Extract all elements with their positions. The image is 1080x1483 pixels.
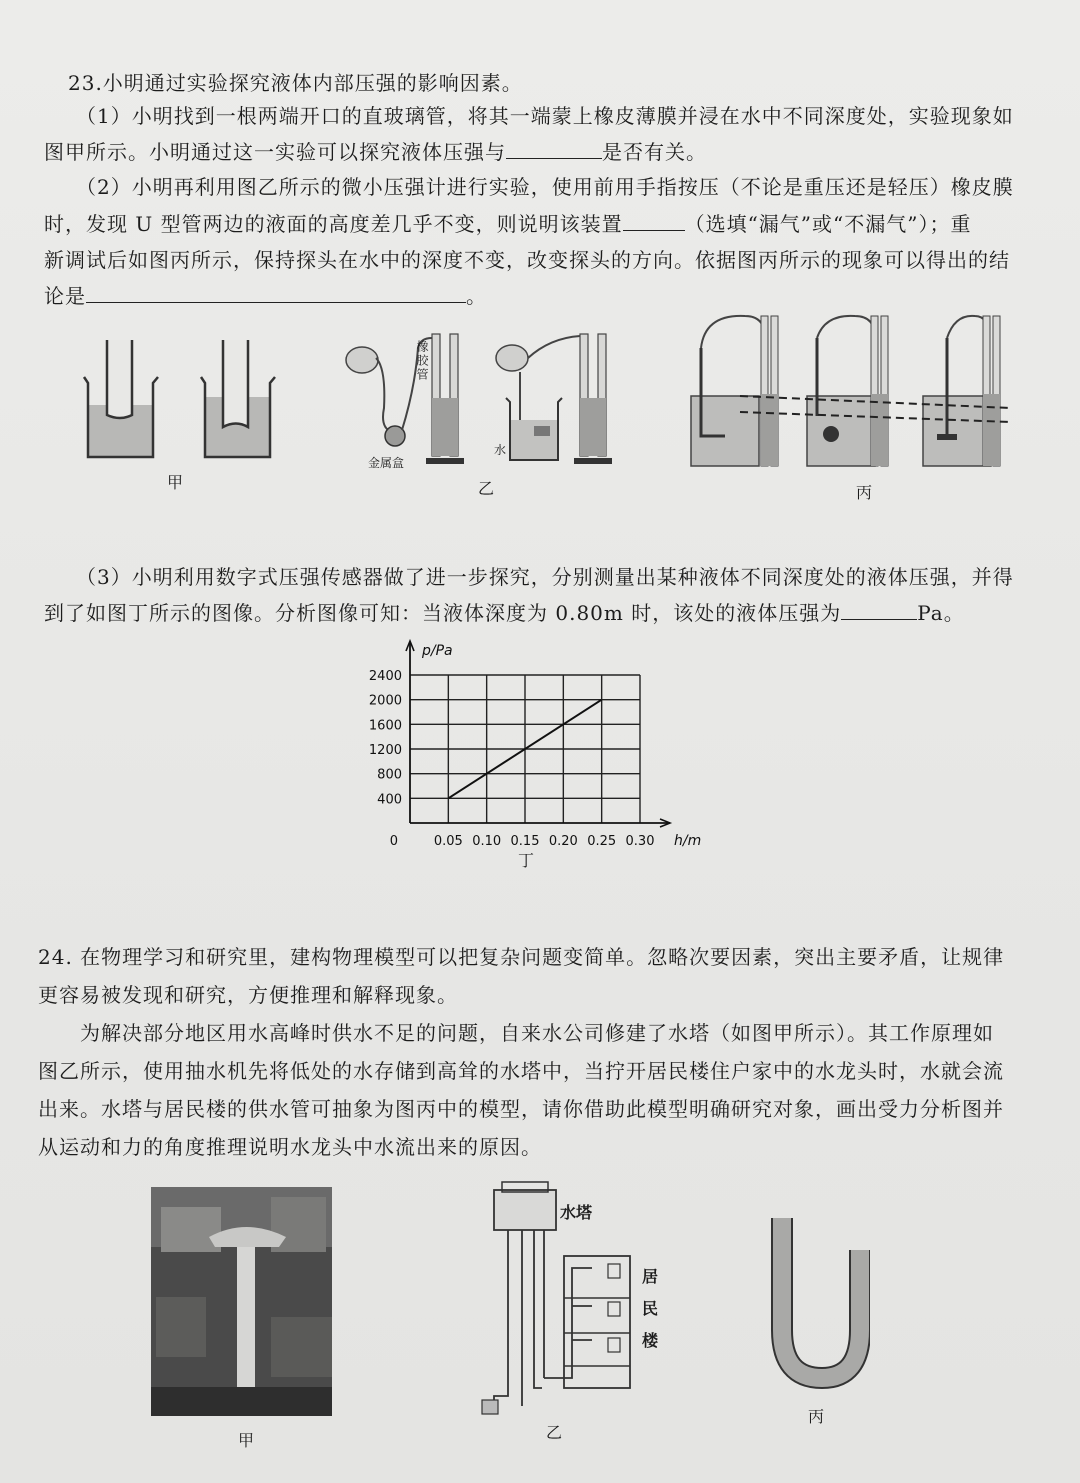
gauge-3-liquid xyxy=(983,394,1000,466)
q23-part2-line2 xyxy=(44,209,971,239)
tower-column xyxy=(237,1247,255,1397)
q23-part1-text: 图甲所示。小明通过这一实验可以探究液体压强与 xyxy=(44,140,506,164)
x-tick-label-5: 0.25 xyxy=(587,834,617,849)
y-tick-label-6: 2400 xyxy=(368,669,402,684)
glass-tube-left xyxy=(107,340,132,418)
tube-left xyxy=(376,358,392,432)
q24-body-line4: 从运动和力的角度推理说明水龙头中水流出来的原因。 xyxy=(38,1135,542,1159)
q23-part3-line2 xyxy=(44,598,965,628)
schematic-supply-pipe-left xyxy=(494,1230,522,1408)
q23-conclusion-end: 。 xyxy=(466,284,487,308)
schematic-pump xyxy=(482,1400,498,1414)
y-tick-label-1: 400 xyxy=(377,792,402,808)
hand-right xyxy=(496,345,528,371)
answer-blank-2[interactable] xyxy=(623,212,685,231)
figure-jia-beakers xyxy=(80,335,285,465)
photo-ground xyxy=(151,1387,332,1416)
figure24-jia-caption: 甲 xyxy=(238,1431,255,1450)
x-tick-label-4: 0.20 xyxy=(548,834,578,849)
chart-ticks xyxy=(369,643,701,849)
x-tick-label-3: 0.15 xyxy=(510,834,540,849)
figure-u-tube-model xyxy=(770,1210,870,1390)
figure-water-tower-photo xyxy=(151,1187,332,1416)
figure-ding-pressure-chart xyxy=(360,635,710,850)
label-water-tower: 水塔 xyxy=(560,1203,593,1222)
water-tower-photo-drawing xyxy=(151,1187,332,1416)
figure-bing-probes xyxy=(685,308,1015,478)
figure24-yi-caption: 乙 xyxy=(546,1423,563,1442)
q24-title-line2: 更容易被发现和研究，方便推理和解释现象。 xyxy=(38,983,458,1007)
schematic-supply-pipe-right xyxy=(534,1230,544,1388)
building-front-right xyxy=(271,1317,332,1377)
chart-axes xyxy=(406,641,670,827)
gauge-2-liquid xyxy=(871,394,888,466)
figure-ding-caption: 丁 xyxy=(518,851,535,870)
probe-head-3 xyxy=(937,434,957,440)
y-tick-label-2: 800 xyxy=(377,767,402,783)
stand-base-right xyxy=(574,458,612,464)
glass-tube-right xyxy=(223,340,248,427)
figure-bing-caption: 丙 xyxy=(856,483,873,502)
answer-blank-3[interactable] xyxy=(86,284,466,303)
y-tick-label-4: 1600 xyxy=(368,718,402,734)
answer-blank-4[interactable] xyxy=(841,601,917,620)
bing-setup-1 xyxy=(691,316,778,466)
q24-body-line3: 出来。水塔与居民楼的供水管可抽象为图丙中的模型，请你借助此模型明确研究对象，画出受力分析图并 xyxy=(38,1097,1004,1121)
q23-part2-line4 xyxy=(44,281,487,311)
q23-part1-tail: 是否有关。 xyxy=(602,140,707,164)
x-tick-label-1: 0.05 xyxy=(433,834,463,849)
q23-part1-line1: （1）小明找到一根两端开口的直玻璃管，将其一端蒙上橡皮薄膜并浸在水中不同深度处，实验现象如 xyxy=(76,104,1014,128)
hand-left xyxy=(346,347,378,373)
answer-blank-1[interactable] xyxy=(506,140,602,159)
stand-base-left xyxy=(426,458,464,464)
x-tick-label-6: 0.30 xyxy=(625,834,655,849)
y-axis-label: p/Pa xyxy=(422,643,453,659)
probe xyxy=(534,426,550,436)
rubber-tube-2 xyxy=(817,316,875,338)
q23-part2-text: 时，发现 U 型管两边的液面的高度差几乎不变，则说明该装置 xyxy=(44,212,623,236)
bing-setup-3 xyxy=(923,316,1000,466)
label-metal-box: 金属盒 xyxy=(368,456,405,470)
q23-part3-line1: （3）小明利用数字式压强传感器做了进一步探究，分别测量出某种液体不同深度处的液体压强，并得 xyxy=(76,565,1014,589)
q23-conclusion-label: 论是 xyxy=(44,284,86,308)
probe-head-2 xyxy=(823,426,839,442)
q24-body-line2: 图乙所示，使用抽水机先将低处的水存储到高耸的水塔中，当拧开居民楼住户家中的水龙头时，水就会流 xyxy=(38,1059,1004,1083)
y-tick-label-5: 2000 xyxy=(368,693,402,709)
u-tube2-liquid xyxy=(580,398,606,456)
origin-label: 0 xyxy=(389,834,398,849)
x-axis-label: h/m xyxy=(674,833,702,849)
rubber-tube-right xyxy=(528,336,580,358)
q23-part3-unit: Pa。 xyxy=(917,601,965,625)
q23-part3-text: 到了如图丁所示的图像。分析图像可知：当液体深度为 0.80m 时，该处的液体压强为 xyxy=(44,601,842,625)
label-rubber-tube: 橡胶管 xyxy=(415,340,429,382)
u-tube-liquid xyxy=(432,398,458,456)
q23-part2-tail: （选填“漏气”或“不漏气”）；重 xyxy=(684,212,972,236)
rubber-tube-1 xyxy=(701,316,765,348)
label-building-char-3: 楼 xyxy=(642,1331,659,1350)
y-tick-label-3: 1200 xyxy=(368,743,402,758)
gauge-1-liquid xyxy=(761,394,778,466)
u-tube-fill xyxy=(782,1218,860,1378)
schematic-tank xyxy=(494,1190,556,1230)
building-back-left xyxy=(161,1207,221,1252)
figure24-bing-caption: 丙 xyxy=(808,1407,825,1426)
figure-jia-caption: 甲 xyxy=(167,473,184,492)
q23-title: 23.小明通过实验探究液体内部压强的影响因素。 xyxy=(68,71,523,95)
label-building-char-2: 民 xyxy=(642,1299,659,1318)
label-water: 水 xyxy=(494,443,507,457)
q24-body-line1: 为解决部分地区用水高峰时供水不足的问题，自来水公司修建了水塔（如图甲所示）。其工作原理如 xyxy=(80,1021,994,1045)
x-tick-label-2: 0.10 xyxy=(472,834,502,849)
figure-yi-caption: 乙 xyxy=(478,479,495,498)
q24-title: 24. 在物理学习和研究里，建构物理模型可以把复杂问题变简单。忽略次要因素，突出主要矛盾，让规律 xyxy=(38,945,1005,969)
figure-yi-pressure-gauge xyxy=(340,328,630,473)
q23-part1-line2 xyxy=(44,137,707,167)
q23-part2-line1: （2）小明再利用图乙所示的微小压强计进行实验，使用前用手指按压（不论是重压还是轻压）橡皮膜 xyxy=(76,175,1014,199)
label-building-char-1: 居 xyxy=(642,1267,659,1286)
bing-setup-2 xyxy=(807,316,888,466)
building-front-left xyxy=(156,1297,206,1357)
q23-part2-line3: 新调试后如图丙所示，保持探头在水中的深度不变，改变探头的方向。依据图丙所示的现象可以得出的结 xyxy=(44,248,1010,272)
